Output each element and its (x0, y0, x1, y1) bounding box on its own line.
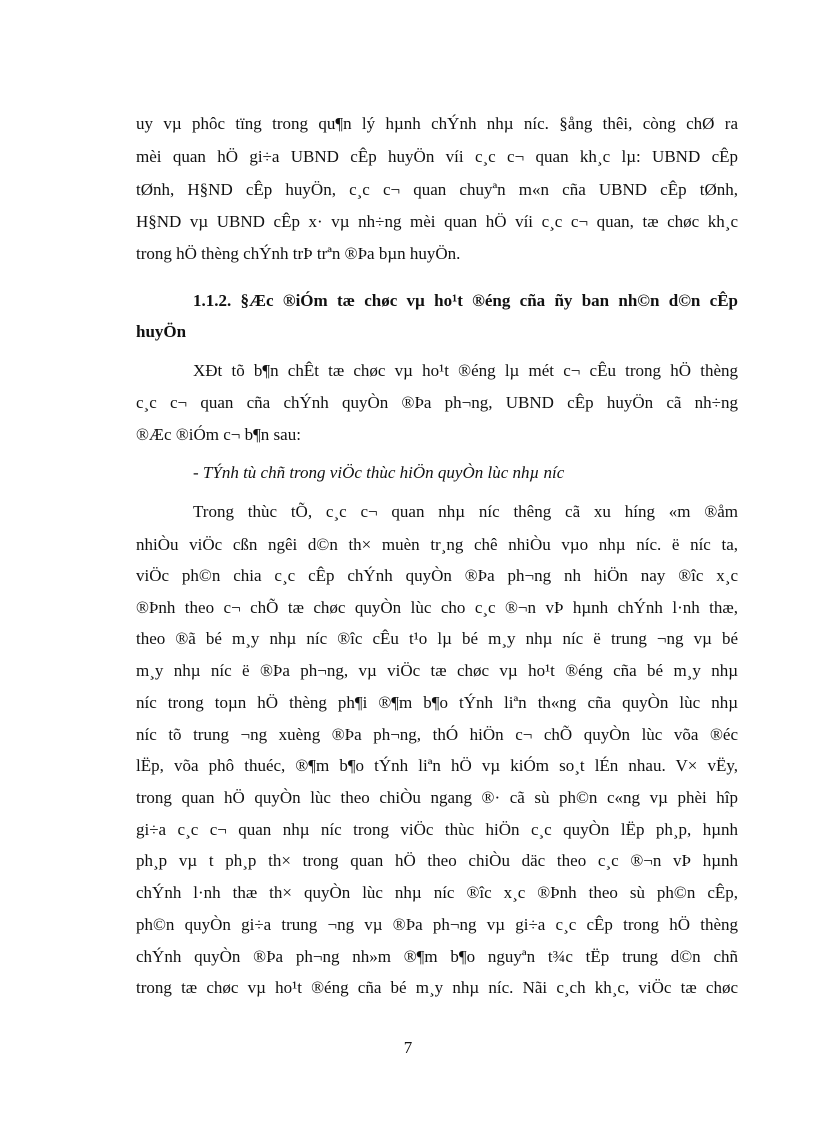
body-line-13: theo ®ã bé m¸y nhµ níc ®îc cÊu t¹o lµ bé m¸y nhµ níc ë trung ¬ng vµ bé (136, 629, 738, 648)
body-line-12: ®Þnh theo c¬ chÕ tæ chøc quyÒn lùc cho c¸c ®¬n vÞ hµnh chÝnh l·nh thæ, (136, 598, 738, 617)
body-line-3: tØnh, H§ND cÊp huyÖn, c¸c c¬ quan chuyªn m«n cña UBND cÊp tØnh, (136, 180, 738, 199)
body-line-2: mèi quan hÖ gi÷a UBND cÊp huyÖn víi c¸c c¬ quan kh¸c lµ: UBND cÊp (136, 147, 738, 166)
body-line-15: níc trong toµn hÖ thèng ph¶i ®¶m b¶o tÝnh liªn th«ng cña quyÒn lùc nhµ (136, 693, 738, 712)
body-line-5: trong hÖ thèng chÝnh trÞ trªn ®Þa bµn huyÖn. (136, 244, 461, 263)
body-line-18: trong quan hÖ quyÒn lùc theo chiÒu ngang ®· cã sù ph©n c«ng vµ phèi hîp (136, 788, 738, 807)
body-line-16: níc tõ trung ¬ng xuèng ®Þa ph¬ng, thÓ hiÖn c¬ chÕ quyÒn lùc võa ®éc (136, 725, 738, 744)
body-line-7: c¸c c¬ quan cña chÝnh quyÒn ®Þa ph¬ng, UBND cÊp huyÖn cã nh÷ng (136, 393, 738, 412)
body-line-24: trong tæ chøc vµ ho¹t ®éng cña bé m¸y nhµ níc. Nãi c¸ch kh¸c, viÖc tæ chøc (136, 978, 738, 997)
body-line-23: chÝnh quyÒn ®Þa ph¬ng nh»m ®¶m b¶o nguyªn t¾c tËp trung d©n chñ (136, 947, 738, 966)
body-line-19: gi÷a c¸c c¬ quan nhµ níc trong viÖc thùc hiÖn c¸c quyÒn lËp ph¸p, hµnh (136, 820, 738, 839)
body-line-8: ®Æc ®iÓm c¬ b¶n sau: (136, 425, 301, 444)
body-line-14: m¸y nhµ níc ë ®Þa ph¬ng, vµ viÖc tæ chøc vµ ho¹t ®éng cña bé m¸y nhµ (136, 661, 738, 680)
body-line-1: uy vµ phôc tïng trong qu¶n lý hµnh chÝnh nhµ níc. §ång thêi, còng chØ ra (136, 114, 738, 133)
body-line-21: chÝnh l·nh thæ th× quyÒn lùc nhµ níc ®îc x¸c ®Þnh theo sù ph©n cÊp, (136, 883, 738, 902)
section-heading-line-2: huyÖn (136, 322, 187, 341)
body-line-20: ph¸p vµ t ph¸p th× trong quan hÖ theo chiÒu däc theo c¸c ®¬n vÞ hµnh (136, 851, 738, 870)
body-line-6: XÐt tõ b¶n chÊt tæ chøc vµ ho¹t ®éng lµ mét c¬ cÊu trong hÖ thèng (193, 361, 738, 380)
body-line-10: nhiÒu viÖc cßn ngêi d©n th× muèn tr¸ng chê nhiÒu vµo nhµ níc. ë níc ta, (136, 535, 738, 554)
body-line-4: H§ND vµ UBND cÊp x· vµ nh÷ng mèi quan hÖ víi c¸c c¬ quan, tæ chøc kh¸c (136, 212, 738, 231)
italic-subheading: - TÝnh tù chñ trong viÖc thùc hiÖn quyÒn lùc nhµ níc (193, 463, 565, 482)
section-heading-line-1: 1.1.2. §Æc ®iÓm tæ chøc vµ ho¹t ®éng cña ñy ban nh©n d©n cÊp (193, 291, 738, 310)
body-line-17: lËp, võa phô thuéc, ®¶m b¶o tÝnh liªn hÖ vµ kiÓm so¸t lÉn nhau. V× vËy, (136, 756, 738, 775)
page-number: 7 (403, 1038, 413, 1057)
body-line-11: viÖc ph©n chia c¸c cÊp chÝnh quyÒn ®Þa ph¬ng nh hiÖn nay ®îc x¸c (136, 566, 738, 585)
body-line-22: ph©n quyÒn gi÷a trung ¬ng vµ ®Þa ph¬ng vµ gi÷a c¸c cÊp trong hÖ thèng (136, 915, 738, 934)
body-line-9: Trong thùc tÕ, c¸c c¬ quan nhµ níc thêng cã xu híng «m ®åm (193, 502, 738, 521)
